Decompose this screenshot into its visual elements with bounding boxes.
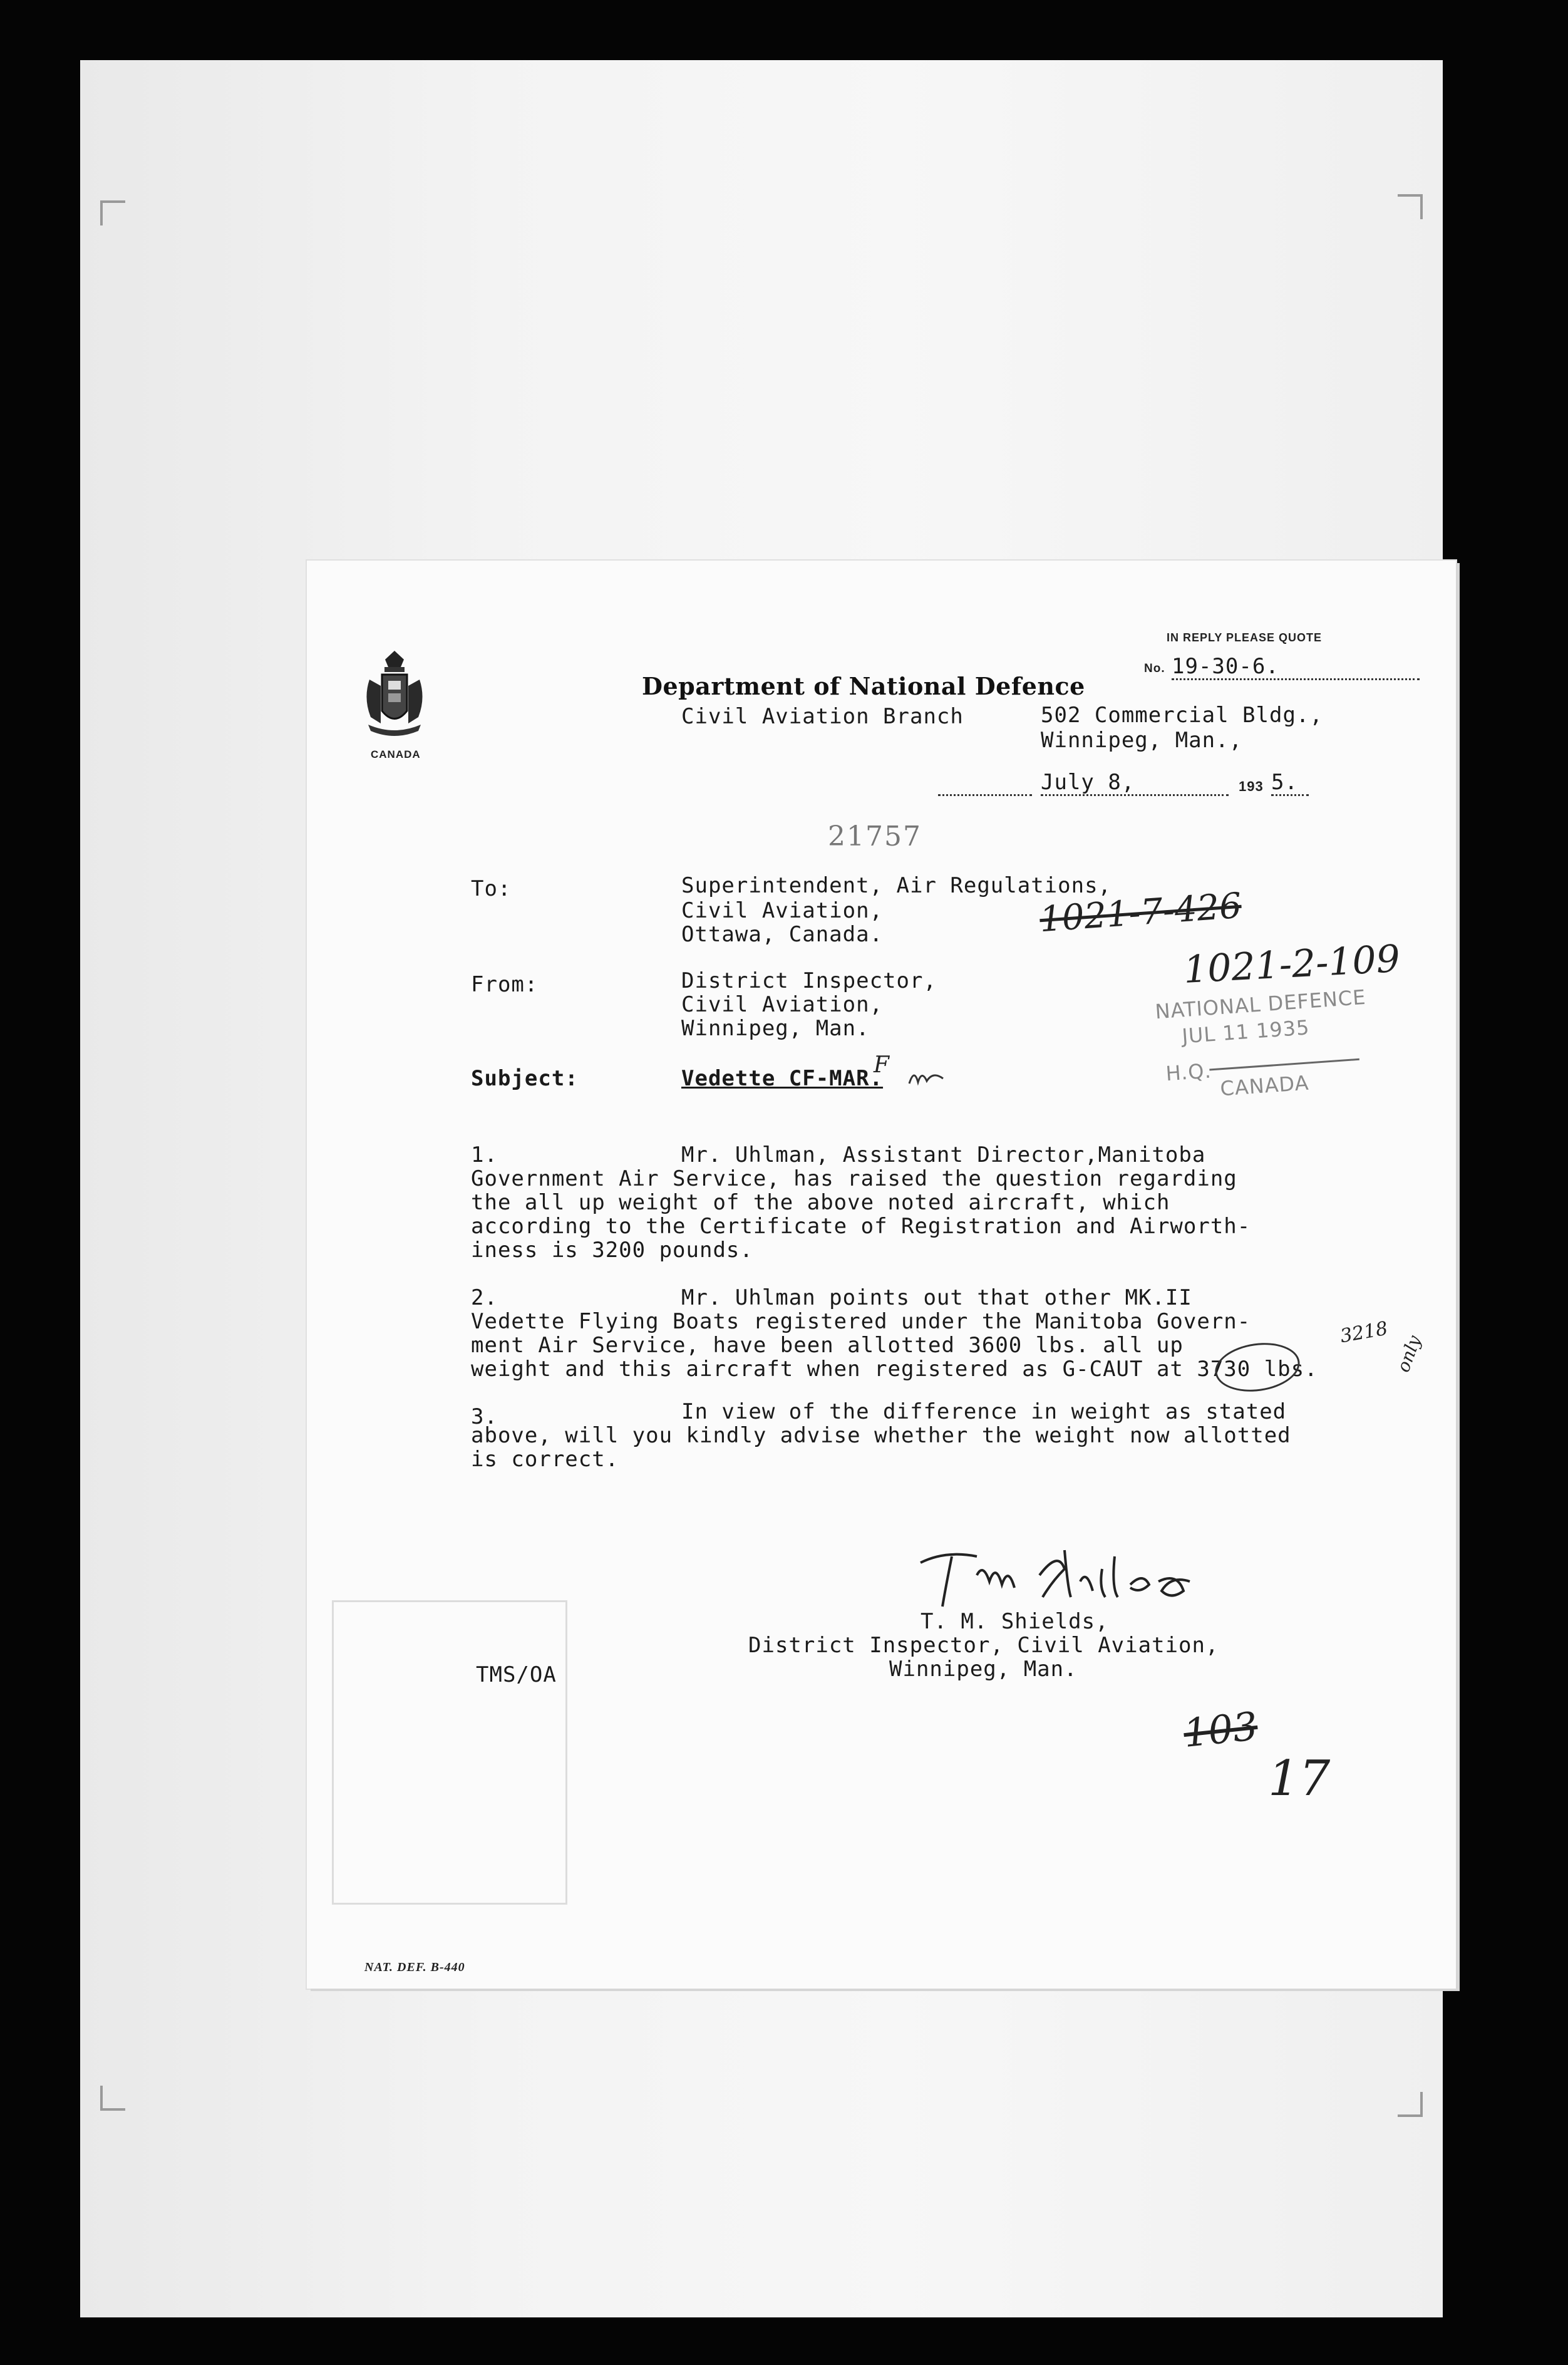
handwritten-signature bbox=[908, 1538, 1234, 1613]
branch-name: Civil Aviation Branch bbox=[681, 704, 964, 729]
stamp-line-2: JUL 11 1935 bbox=[1181, 1015, 1311, 1048]
reference-line bbox=[1144, 655, 1420, 680]
page-number-struck: 103 bbox=[1181, 1703, 1260, 1756]
letter-page bbox=[307, 561, 1456, 1989]
para-3-line: is correct. bbox=[471, 1447, 619, 1472]
signer-title: District Inspector, Civil Aviation, bbox=[748, 1633, 1219, 1658]
subject-value: Vedette CF-MAR. bbox=[681, 1066, 884, 1091]
from-label: From: bbox=[471, 972, 539, 997]
coat-of-arms-icon bbox=[357, 648, 432, 748]
to-line-3: Ottawa, Canada. bbox=[681, 922, 884, 947]
signer-name: T. M. Shields, bbox=[921, 1609, 1109, 1634]
from-line-2: Civil Aviation, bbox=[681, 992, 884, 1017]
para-3-number: 3. bbox=[471, 1404, 498, 1429]
crest-emblem bbox=[357, 648, 432, 748]
bleed-through-box bbox=[332, 1600, 567, 1905]
subject-handwritten-mark: F bbox=[874, 1052, 889, 1078]
typist-initials: TMS/OA bbox=[476, 1662, 557, 1687]
reply-notice: IN REPLY PLEASE QUOTE bbox=[1167, 631, 1323, 644]
received-stamp bbox=[1154, 985, 1367, 1125]
date-year-prefix: 193 bbox=[1239, 779, 1264, 794]
reference-number: 19-30-6. bbox=[1172, 655, 1420, 680]
para-1-line: the all up weight of the above noted aircraft, which bbox=[471, 1190, 1170, 1215]
crop-mark-bottom-left bbox=[100, 2086, 125, 2111]
file-number-new: 1021-2-109 bbox=[1182, 936, 1401, 993]
crest-caption: CANADA bbox=[371, 748, 421, 760]
page-number-new: 17 bbox=[1268, 1751, 1331, 1807]
file-stamp-number: 21757 bbox=[828, 820, 922, 852]
address-line-2: Winnipeg, Man., bbox=[1041, 728, 1243, 753]
stamp-line-3: H.Q. bbox=[1165, 1058, 1212, 1086]
to-line-2: Civil Aviation, bbox=[681, 898, 884, 923]
subject-label: Subject: bbox=[471, 1066, 579, 1091]
para-1-number: 1. bbox=[471, 1142, 498, 1167]
para-2-line: Vedette Flying Boats registered under the Manitoba Govern- bbox=[471, 1309, 1251, 1334]
signer-place: Winnipeg, Man. bbox=[889, 1657, 1078, 1682]
para-2-line: weight and this aircraft when registered as G-CAUT at 3730 lbs. bbox=[471, 1357, 1318, 1382]
para-3-line: In view of the difference in weight as stated bbox=[681, 1399, 1287, 1424]
from-line-1: District Inspector, bbox=[681, 968, 937, 993]
margin-note-1: 3218 bbox=[1338, 1317, 1390, 1348]
file-number-struck: 1021-7-426 bbox=[1038, 885, 1243, 941]
para-2-line: ment Air Service, have been allotted 3600 lbs. all up bbox=[471, 1333, 1184, 1358]
para-1-line: Government Air Service, has raised the question regarding bbox=[471, 1166, 1237, 1191]
para-2-line: Mr. Uhlman points out that other MK.II bbox=[681, 1285, 1192, 1310]
crop-corner-top bbox=[103, 197, 112, 206]
para-1-line: according to the Certificate of Registration and Airworth- bbox=[471, 1214, 1251, 1239]
address-line-1: 502 Commercial Bldg., bbox=[1041, 703, 1323, 728]
to-label: To: bbox=[471, 876, 512, 901]
department-name: Department of National Defence bbox=[642, 672, 1085, 700]
stamp-line-4: CANADA bbox=[1219, 1070, 1310, 1101]
crop-mark-bottom-right bbox=[1398, 2092, 1423, 2117]
reference-prefix: No. bbox=[1144, 662, 1165, 675]
para-1-line: Mr. Uhlman, Assistant Director,Manitoba bbox=[681, 1142, 1206, 1167]
to-line-1: Superintendent, Air Regulations, bbox=[681, 873, 1112, 898]
para-3-line: above, will you kindly advise whether the weight now allotted bbox=[471, 1423, 1291, 1448]
circled-weight-mark bbox=[1212, 1338, 1302, 1397]
para-1-line: iness is 3200 pounds. bbox=[471, 1238, 753, 1263]
stamp-line-1: NATIONAL DEFENCE bbox=[1154, 985, 1367, 1024]
form-number: NAT. DEF. B-440 bbox=[364, 1960, 465, 1974]
date-year-suffix: 5. bbox=[1271, 770, 1309, 796]
subject-scribble bbox=[908, 1065, 946, 1090]
para-2-number: 2. bbox=[471, 1285, 498, 1310]
crop-mark-top-right bbox=[1398, 194, 1423, 219]
date-day: July 8, bbox=[1041, 770, 1229, 796]
stamp-rule bbox=[1209, 1058, 1359, 1071]
date-leader bbox=[938, 775, 1032, 796]
margin-note-2: only bbox=[1393, 1332, 1425, 1375]
from-line-3: Winnipeg, Man. bbox=[681, 1016, 870, 1041]
